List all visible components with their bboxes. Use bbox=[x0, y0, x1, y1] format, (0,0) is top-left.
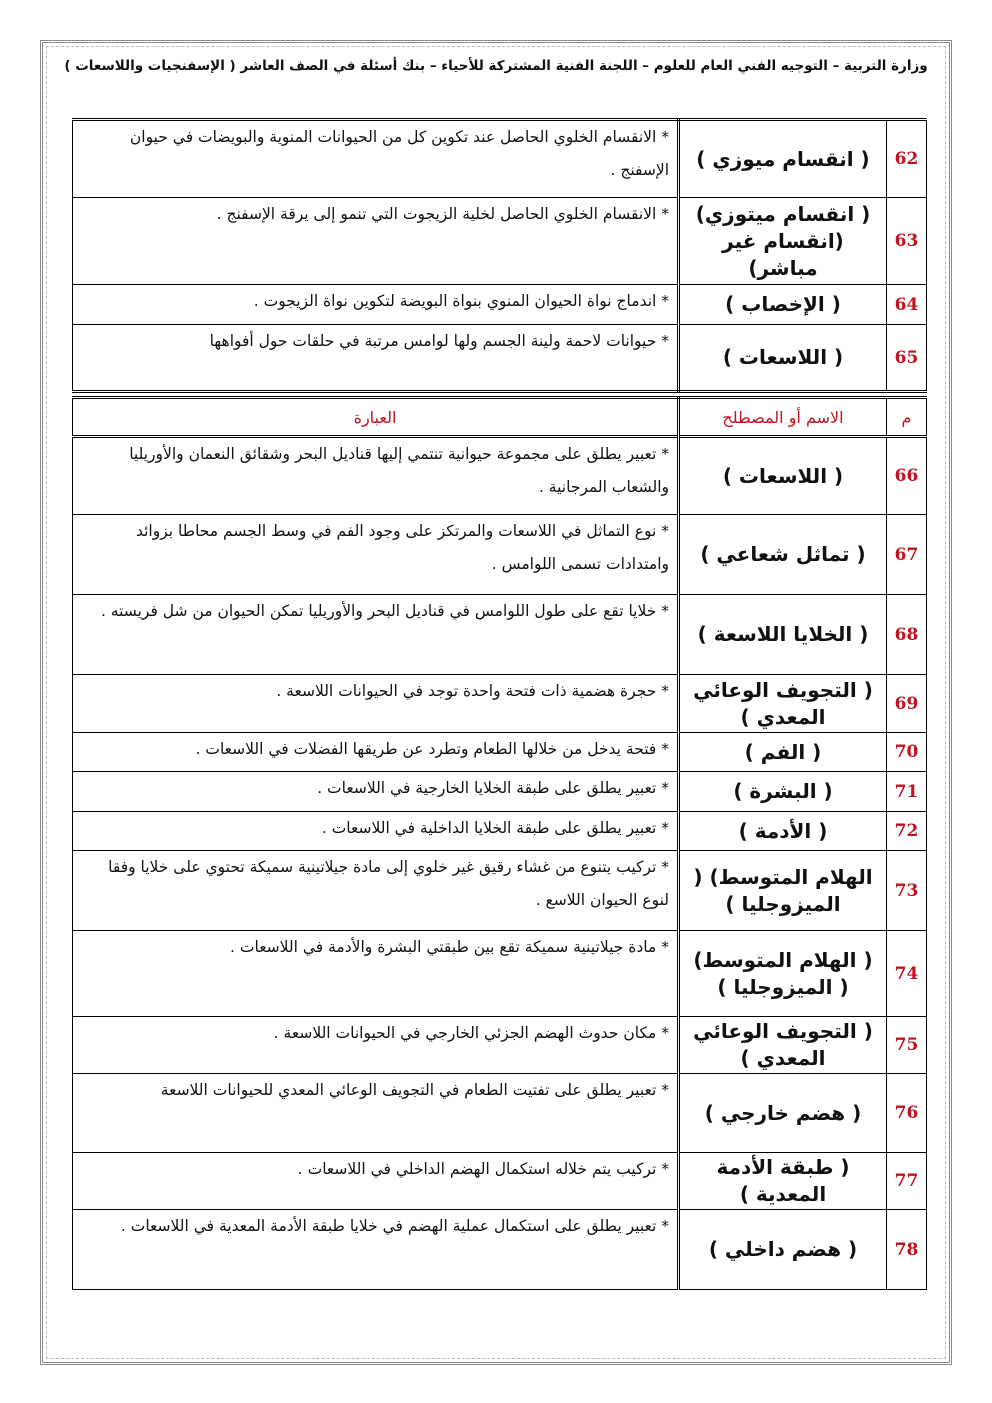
table-row bbox=[73, 772, 927, 812]
table-row bbox=[73, 733, 927, 772]
term-cell: ( الإخصاب ) bbox=[679, 285, 887, 325]
term-cell: ( الخلايا اللاسعة ) bbox=[679, 595, 887, 675]
header-num: م bbox=[887, 398, 927, 437]
row-number: 71 bbox=[887, 772, 927, 812]
table-row bbox=[73, 120, 927, 198]
row-number: 73 bbox=[887, 851, 927, 931]
row-number: 70 bbox=[887, 733, 927, 772]
row-number: 63 bbox=[887, 198, 927, 285]
table-row bbox=[73, 325, 927, 392]
definition-cell: * تعبير يطلق على طبقة الخلايا الخارجية في اللاسعات . bbox=[73, 772, 679, 812]
definition-cell: * تركيب يتنوع من غشاء رقيق غير خلوي إلى مادة جيلاتينية سميكة تحتوي على خلايا وفقا لنوع الحيوان اللاسع . bbox=[73, 851, 679, 931]
table-row bbox=[73, 198, 927, 285]
row-number: 67 bbox=[887, 515, 927, 595]
definition-cell: * حجرة هضمية ذات فتحة واحدة توجد في الحيوانات اللاسعة . bbox=[73, 675, 679, 733]
row-number: 69 bbox=[887, 675, 927, 733]
header-term: الاسم أو المصطلح bbox=[679, 398, 887, 437]
definition-cell: * الانقسام الخلوي الحاصل لخلية الزيجوت التي تنمو إلى يرقة الإسفنج . bbox=[73, 198, 679, 285]
term-cell: ( الأدمة ) bbox=[679, 812, 887, 851]
table-row bbox=[73, 931, 927, 1017]
row-number: 74 bbox=[887, 931, 927, 1017]
row-number: 66 bbox=[887, 437, 927, 515]
term-cell: ( طبقة الأدمة المعدية ) bbox=[679, 1153, 887, 1210]
table-row bbox=[73, 515, 927, 595]
definition-cell: * حيوانات لاحمة ولينة الجسم ولها لوامس مرتبة في حلقات حول أفواهها bbox=[73, 325, 679, 392]
term-cell: ( اللاسعات ) bbox=[679, 437, 887, 515]
table-row bbox=[73, 1153, 927, 1210]
terms-table-top bbox=[72, 118, 927, 393]
table-row bbox=[73, 595, 927, 675]
table-row bbox=[73, 285, 927, 325]
term-cell: الهلام المتوسط) ( الميزوجليا ) bbox=[679, 851, 887, 931]
definition-cell: * مكان حدوث الهضم الجزئي الخارجي في الحيوانات اللاسعة . bbox=[73, 1017, 679, 1074]
definition-cell: * تعبير يطلق على طبقة الخلايا الداخلية في اللاسعات . bbox=[73, 812, 679, 851]
row-number: 77 bbox=[887, 1153, 927, 1210]
table-row bbox=[73, 675, 927, 733]
table-row bbox=[73, 851, 927, 931]
table-row bbox=[73, 437, 927, 515]
definition-cell: * اندماج نواة الحيوان المنوي بنواة البويضة لتكوين نواة الزيجوت . bbox=[73, 285, 679, 325]
definition-cell: * تعبير يطلق على تفتيت الطعام في التجويف الوعائي المعدي للحيوانات اللاسعة bbox=[73, 1074, 679, 1153]
table-row bbox=[73, 1017, 927, 1074]
term-cell: ( تماثل شعاعي ) bbox=[679, 515, 887, 595]
row-number: 78 bbox=[887, 1210, 927, 1290]
definition-cell: * الانقسام الخلوي الحاصل عند تكوين كل من الحيوانات المنوية والبويضات في حيوان الإسفنج . bbox=[73, 120, 679, 198]
definition-cell: * تعبير يطلق على استكمال عملية الهضم في خلايا طبقة الأدمة المعدية في اللاسعات . bbox=[73, 1210, 679, 1290]
table-row bbox=[73, 1074, 927, 1153]
header-definition: العبارة bbox=[73, 398, 679, 437]
term-cell: ( انقسام ميتوزي) (انقسام غير مباشر) bbox=[679, 198, 887, 285]
table-header-row bbox=[73, 398, 927, 437]
table-row bbox=[73, 812, 927, 851]
term-cell: ( التجويف الوعائي المعدي ) bbox=[679, 675, 887, 733]
row-number: 75 bbox=[887, 1017, 927, 1074]
table-row bbox=[73, 1210, 927, 1290]
row-number: 76 bbox=[887, 1074, 927, 1153]
term-cell: ( البشرة ) bbox=[679, 772, 887, 812]
terms-table-bottom bbox=[72, 396, 927, 1290]
term-cell: ( اللاسعات ) bbox=[679, 325, 887, 392]
definition-cell: * نوع التماثل في اللاسعات والمرتكز على وجود الفم في وسط الجسم محاطا بزوائد وامتدادات تسمى اللوامس . bbox=[73, 515, 679, 595]
row-number: 72 bbox=[887, 812, 927, 851]
row-number: 62 bbox=[887, 120, 927, 198]
row-number: 64 bbox=[887, 285, 927, 325]
term-cell: ( انقسام ميوزي ) bbox=[679, 120, 887, 198]
term-cell: ( الهلام المتوسط) ( الميزوجليا ) bbox=[679, 931, 887, 1017]
definition-cell: * تركيب يتم خلاله استكمال الهضم الداخلي في اللاسعات . bbox=[73, 1153, 679, 1210]
term-cell: ( هضم خارجي ) bbox=[679, 1074, 887, 1153]
term-cell: ( الفم ) bbox=[679, 733, 887, 772]
definition-cell: * مادة جيلاتينية سميكة تقع بين طبقتي البشرة والأدمة في اللاسعات . bbox=[73, 931, 679, 1017]
definition-cell: * خلايا تقع على طول اللوامس في قناديل البحر والأوريليا تمكن الحيوان من شل فريسته . bbox=[73, 595, 679, 675]
row-number: 68 bbox=[887, 595, 927, 675]
definition-cell: * فتحة يدخل من خلالها الطعام وتطرد عن طريقها الفضلات في اللاسعات . bbox=[73, 733, 679, 772]
term-cell: ( هضم داخلي ) bbox=[679, 1210, 887, 1290]
term-cell: ( التجويف الوعائي المعدي ) bbox=[679, 1017, 887, 1074]
row-number: 65 bbox=[887, 325, 927, 392]
definition-cell: * تعبير يطلق على مجموعة حيوانية تنتمي إليها قناديل البحر وشقائق النعمان والأوريليا والشعاب المرجانية . bbox=[73, 437, 679, 515]
page-header: وزارة التربية – التوجيه الفني العام للعلوم – اللجنة الفنية المشتركة للأحياء – بنك أسئلة في الصف العاشر ( الإسفنجيات واللاسعات ) bbox=[64, 58, 928, 74]
